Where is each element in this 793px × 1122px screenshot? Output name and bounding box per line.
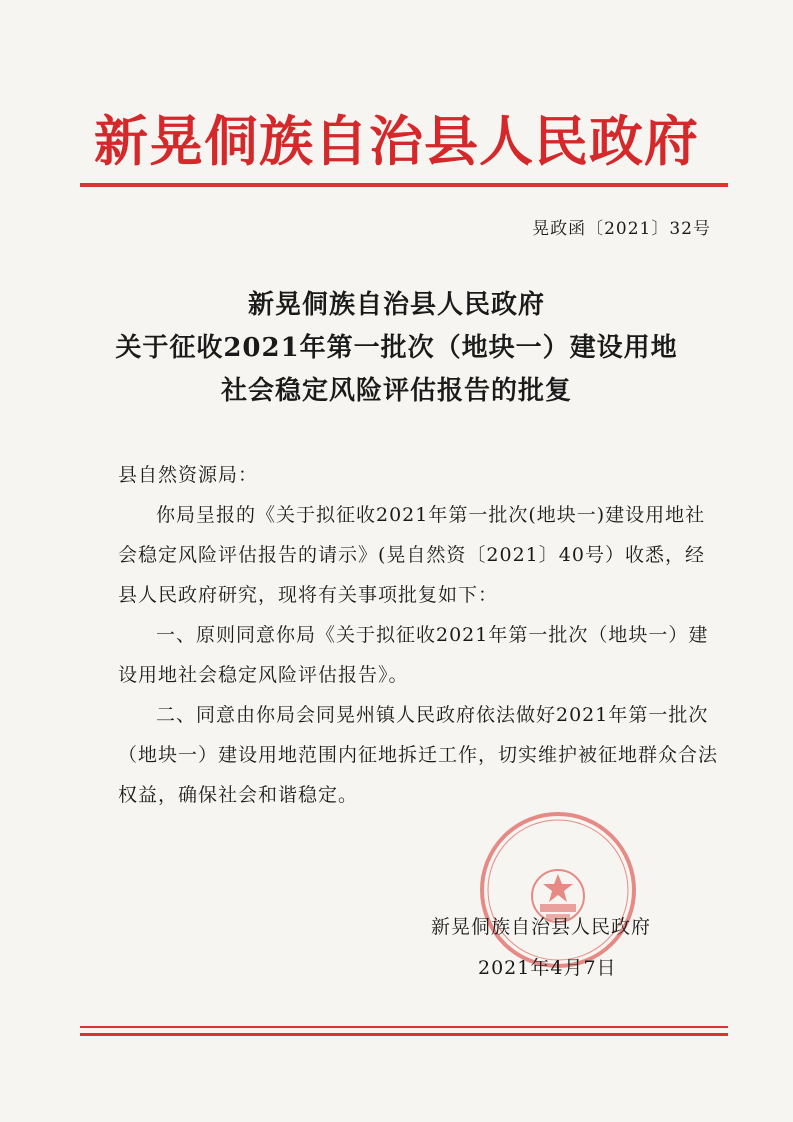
signature-organization: 新晃侗族自治县人民政府 xyxy=(431,916,652,938)
document-title-line-2: 关于征收2021年第一批次（地块一）建设用地 xyxy=(115,333,678,363)
letter-body xyxy=(118,455,718,815)
footer-divider-bottom xyxy=(80,1033,728,1036)
footer-divider-top xyxy=(80,1026,728,1028)
document-title-line-1: 新晃侗族自治县人民政府 xyxy=(247,290,545,320)
paragraph-request-received: 你局呈报的《关于拟征收2021年第一批次(地块一)建设用地社会稳定风险评估报告的请示》(晃自然资〔2021〕40号）收悉，经县人民政府研究，现将有关事项批复如下： xyxy=(118,504,706,606)
document-title-line-3: 社会稳定风险评估报告的批复 xyxy=(220,376,572,406)
paragraph-approval-one: 一、原则同意你局《关于拟征收2021年第一批次（地块一）建设用地社会稳定风险评估报告》。 xyxy=(118,624,709,686)
paragraph-approval-two: 二、同意由你局会同晃州镇人民政府依法做好2021年第一批次（地块一）建设用地范围内征地拆迁工作，切实维护被征地群众合法权益，确保社会和谐稳定。 xyxy=(118,704,719,806)
letterhead-title: 新晃侗族自治县人民政府 xyxy=(94,109,699,173)
signature-date: 2021年4月7日 xyxy=(478,957,617,979)
official-seal xyxy=(478,810,638,970)
letterhead-divider xyxy=(80,183,728,187)
addressee: 县自然资源局： xyxy=(118,464,259,486)
document-number: 晃政函〔2021〕32号 xyxy=(532,219,711,239)
